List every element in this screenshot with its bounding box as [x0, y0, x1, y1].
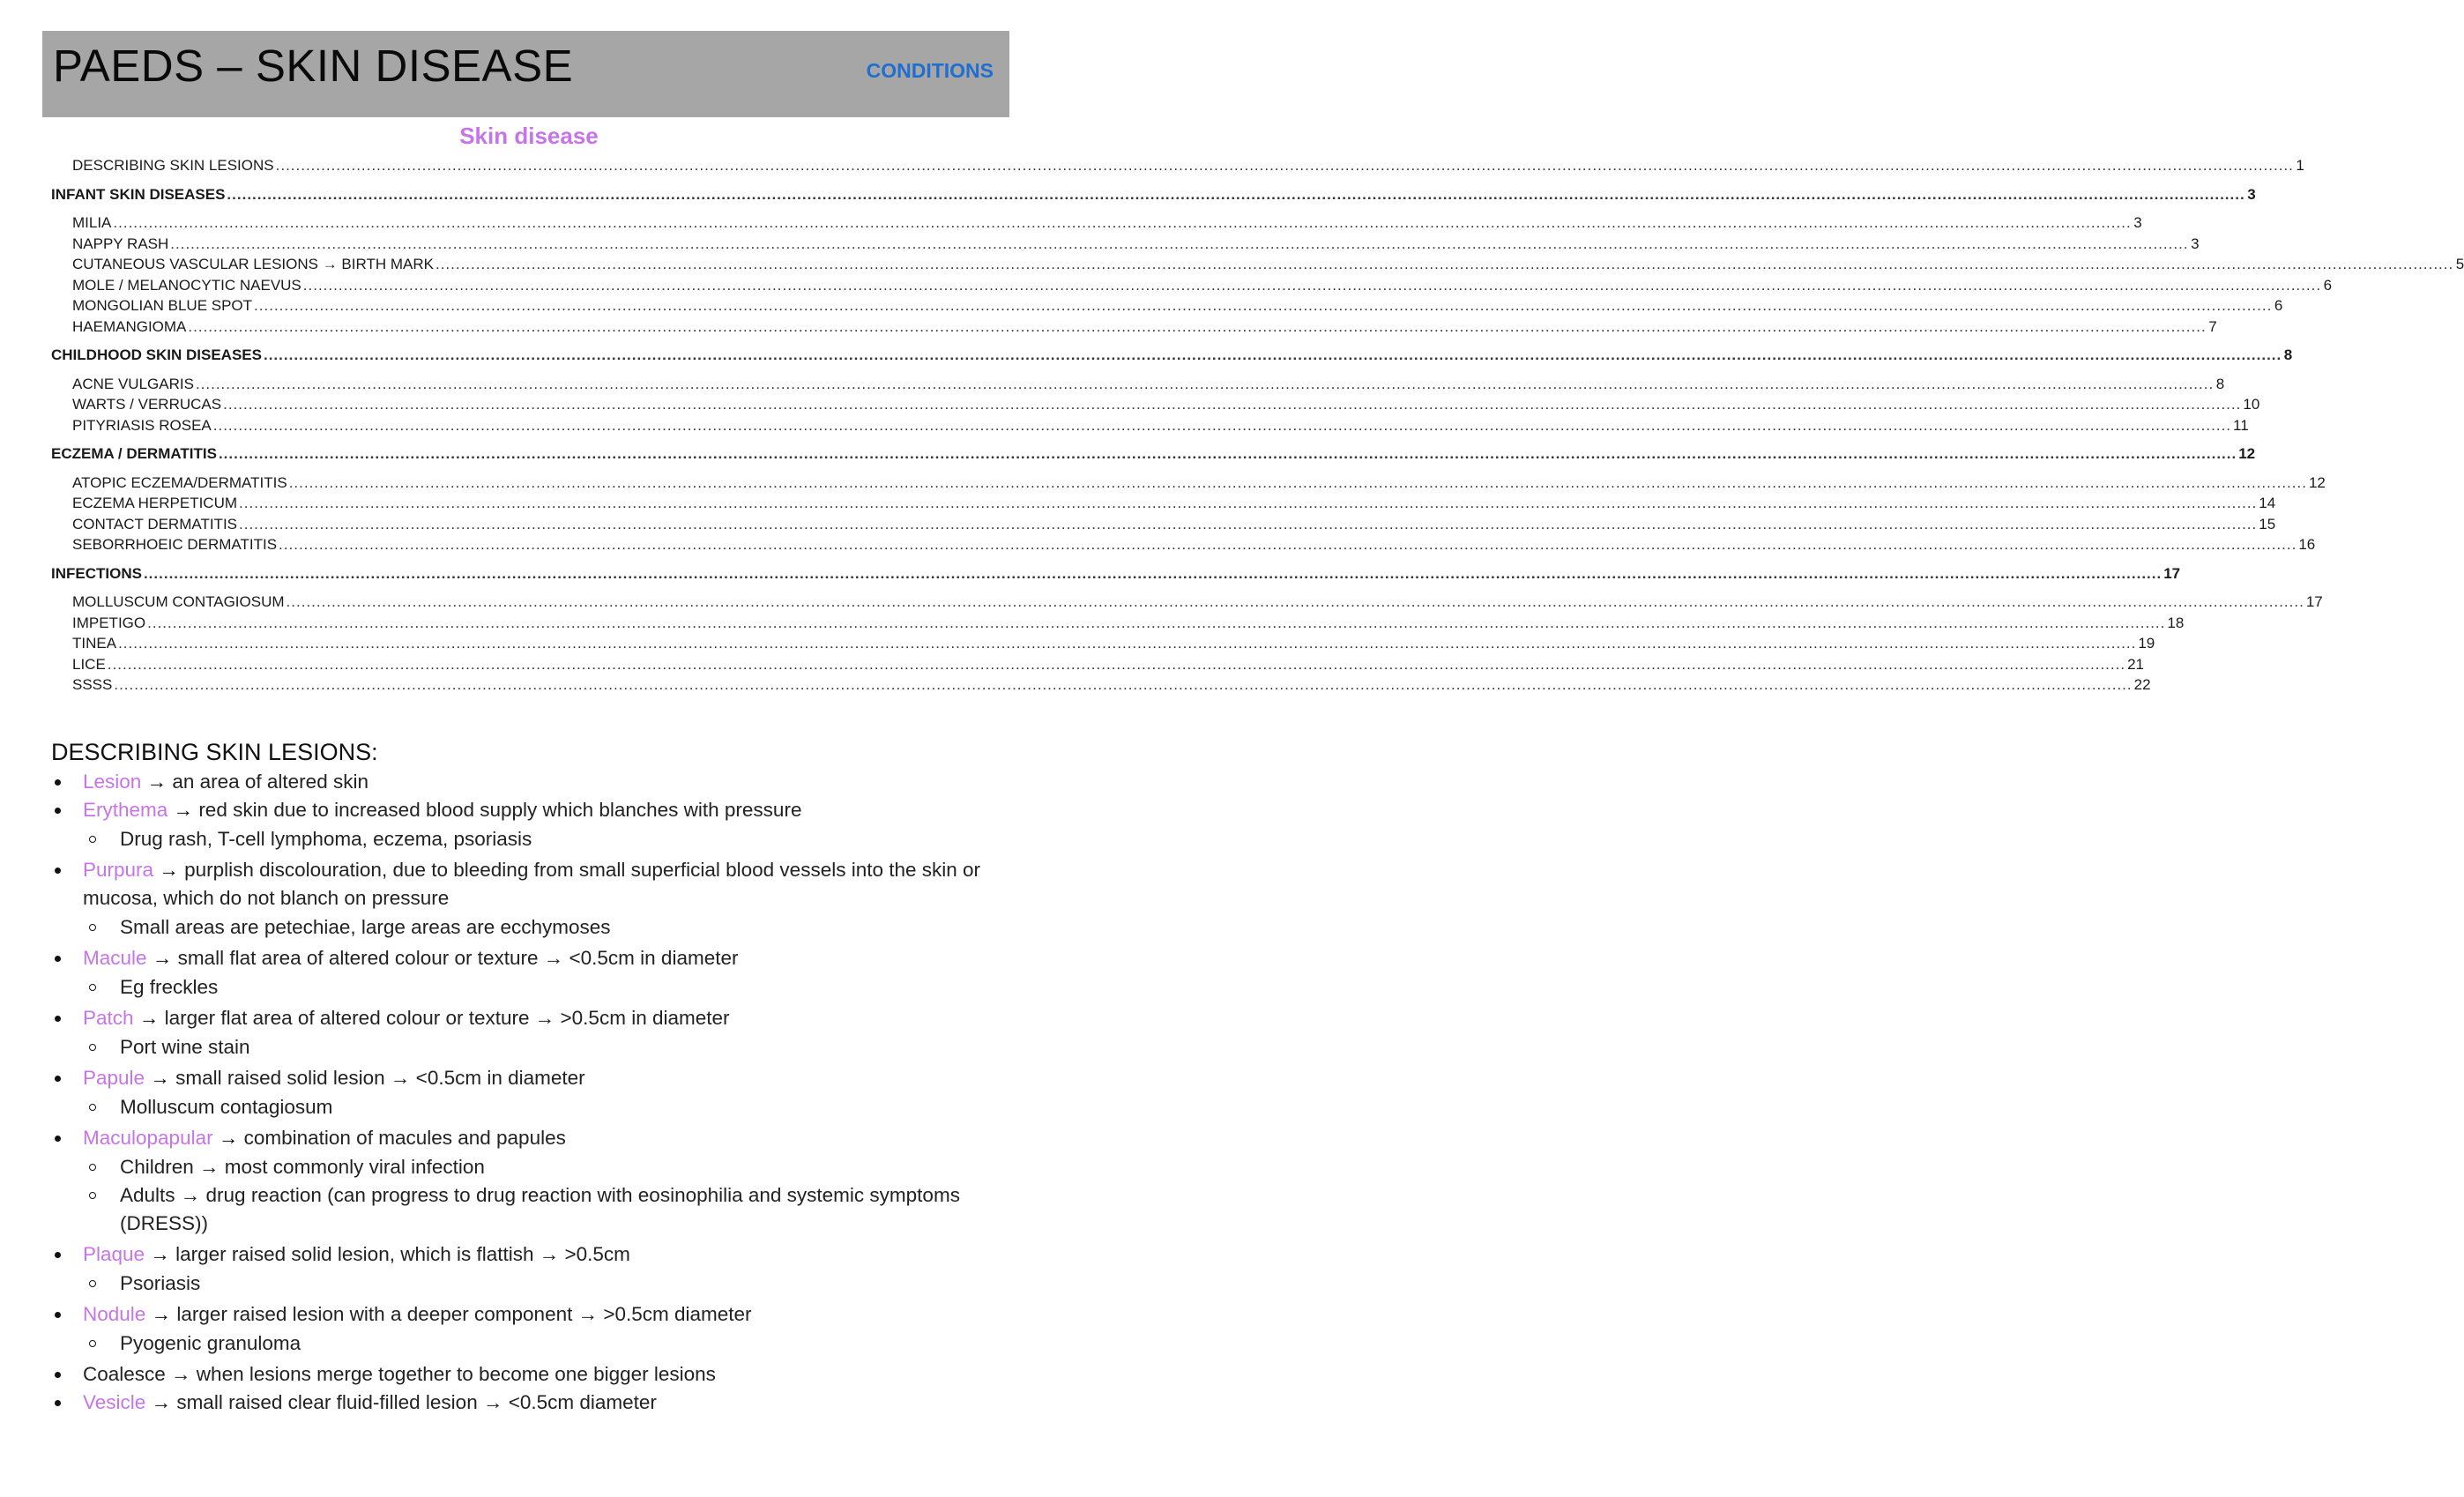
lesion-example-text: Port wine stain: [120, 1036, 250, 1058]
toc-leader-dots: ................................................................................................................................................................................................................................................................................................................................................................................................................: [286, 593, 2304, 610]
lesion-example: [83, 1329, 1016, 1358]
lesion-example-list: [83, 1093, 1016, 1121]
toc-entry[interactable]: [51, 493, 2276, 514]
lesion-item: [51, 1004, 1016, 1061]
table-of-contents: [51, 155, 2464, 696]
bullet-icon: [55, 1016, 61, 1022]
toc-entry-label: LICE: [72, 655, 106, 673]
lesion-term: Vesicle: [83, 1391, 146, 1413]
toc-entry-page: 17: [2305, 593, 2323, 610]
lesion-description: small raised clear fluid-filled lesion → <0.5cm diameter: [171, 1391, 657, 1413]
document-title: PAEDS – SKIN DISEASE: [53, 41, 574, 91]
toc-entry[interactable]: [51, 275, 2333, 296]
toc-entry-label: MILIA: [72, 214, 112, 231]
lesion-example-text: Molluscum contagiosum: [120, 1096, 333, 1118]
toc-entry-page: 3: [2247, 185, 2256, 203]
bullet-icon: [55, 1252, 61, 1258]
lesion-term: Maculopapular: [83, 1127, 213, 1149]
toc-leader-dots: ................................................................................................................................................................................................................................................................................................................................................................................................................: [212, 416, 2232, 434]
lesion-description: small raised solid lesion → <0.5cm in diameter: [169, 1067, 585, 1089]
lesion-list: [51, 768, 1016, 1417]
lesion-example-list: [83, 973, 1016, 1002]
bullet-icon: [55, 779, 61, 786]
arrow-icon: →: [150, 1243, 170, 1265]
toc-entry-label: INFANT SKIN DISEASES: [51, 185, 226, 203]
toc-entry-page: 6: [2323, 276, 2333, 294]
section-title: DESCRIBING SKIN LESIONS:: [51, 739, 378, 765]
lesion-example-list: [83, 913, 1016, 942]
toc-entry-page: 8: [2283, 346, 2293, 363]
lesion-term: Macule: [83, 947, 147, 969]
toc-entry[interactable]: [51, 254, 2464, 275]
toc-leader-dots: ................................................................................................................................................................................................................................................................................................................................................................................................................: [218, 445, 2237, 462]
lesion-example-list: [83, 1329, 1016, 1358]
lesion-description: combination of macules and papules: [238, 1127, 566, 1149]
arrow-icon: →: [159, 859, 179, 881]
lesion-example-text: Adults → drug reaction (can progress to drug reaction with eosinophilia and systemic symptoms (DRESS)): [120, 1184, 960, 1234]
lesion-example-list: [83, 1033, 1016, 1061]
toc-leader-dots: ................................................................................................................................................................................................................................................................................................................................................................................................................: [435, 256, 2454, 272]
toc-entry-page: 17: [2163, 564, 2181, 582]
toc-leader-dots: ................................................................................................................................................................................................................................................................................................................................................................................................................: [223, 396, 2242, 413]
toc-entry[interactable]: [51, 613, 2185, 634]
bullet-icon: [55, 1400, 61, 1406]
toc-entry-page: 12: [2238, 445, 2256, 462]
arrow-icon: →: [151, 1303, 172, 1325]
toc-entry[interactable]: [51, 654, 2144, 675]
lesion-example-list: [83, 825, 1016, 853]
toc-entry-page: 3: [2191, 235, 2200, 252]
toc-leader-dots: ................................................................................................................................................................................................................................................................................................................................................................................................................: [227, 185, 2245, 203]
lesion-example: [83, 913, 1016, 942]
toc-entry-page: 22: [2133, 676, 2151, 693]
toc-entry-page: 11: [2233, 416, 2249, 434]
arrow-icon: →: [146, 771, 167, 793]
lesion-description: larger raised solid lesion, which is flattish → >0.5cm: [169, 1243, 630, 1265]
lesion-example: [83, 1033, 1016, 1061]
toc-entry-page: 19: [2138, 635, 2155, 652]
toc-entry-label: IMPETIGO: [72, 614, 146, 631]
lesion-term: Plaque: [83, 1243, 145, 1265]
toc-entry-label: MOLLUSCUM CONTAGIOSUM: [72, 593, 285, 610]
toc-entry-page: 16: [2298, 536, 2316, 553]
toc-entry-page: 12: [2308, 473, 2326, 491]
toc-entry-label: SSSS: [72, 676, 113, 693]
toc-entry[interactable]: [51, 374, 2225, 395]
lesion-example-text: Psoriasis: [120, 1272, 201, 1294]
toc-entry[interactable]: [51, 563, 2181, 585]
lesion-example-text: Small areas are petechiae, large areas are ecchymoses: [120, 916, 611, 938]
lesion-example-text: Eg freckles: [120, 976, 219, 998]
lesion-example: [83, 973, 1016, 1002]
circle-bullet-icon: [89, 1104, 96, 1111]
lesion-example: [83, 1093, 1016, 1121]
lesion-example: [83, 1270, 1016, 1298]
toc-leader-dots: ................................................................................................................................................................................................................................................................................................................................................................................................................: [188, 317, 2207, 335]
lesion-description: larger raised lesion with a deeper component → >0.5cm diameter: [171, 1303, 752, 1325]
toc-entry[interactable]: [51, 674, 2151, 696]
circle-bullet-icon: [89, 836, 96, 843]
lesion-example: [83, 1181, 1016, 1238]
toc-entry-page: 14: [2259, 495, 2276, 511]
lesion-item: [51, 1240, 1016, 1298]
circle-bullet-icon: [89, 1192, 96, 1199]
lesion-example-text: Pyogenic granuloma: [120, 1332, 301, 1354]
lesion-example-text: Children → most commonly viral infection: [120, 1156, 485, 1178]
toc-leader-dots: ................................................................................................................................................................................................................................................................................................................................................................................................................: [239, 515, 2258, 533]
arrow-icon: →: [150, 1067, 170, 1089]
toc-leader-dots: ................................................................................................................................................................................................................................................................................................................................................................................................................: [107, 655, 2126, 673]
circle-bullet-icon: [89, 1044, 96, 1051]
toc-entry-label: CHILDHOOD SKIN DISEASES: [51, 346, 262, 363]
bullet-icon: [55, 1372, 61, 1378]
header-bar: [42, 31, 1009, 117]
lesion-term: Patch: [83, 1007, 134, 1029]
toc-entry[interactable]: [51, 534, 2316, 555]
toc-entry[interactable]: [51, 317, 2217, 338]
toc-entry-label: MONGOLIAN BLUE SPOT: [72, 297, 253, 314]
lesion-item: [51, 796, 1016, 853]
lesion-example: [83, 1153, 1016, 1181]
toc-entry[interactable]: [51, 514, 2276, 535]
arrow-icon: →: [173, 799, 194, 821]
toc-leader-dots: ................................................................................................................................................................................................................................................................................................................................................................................................................: [275, 157, 2294, 174]
lesion-description: small flat area of altered colour or texture → <0.5cm in diameter: [172, 947, 739, 969]
toc-entry-label: ECZEMA / DERMATITIS: [51, 445, 217, 462]
toc-heading: Skin disease: [459, 123, 599, 149]
lesion-description: red skin due to increased blood supply which blanches with pressure: [193, 799, 802, 821]
toc-entry-label: INFECTIONS: [51, 564, 142, 582]
circle-bullet-icon: [89, 984, 96, 991]
lesion-description: purplish discolouration, due to bleeding from small superficial blood vessels into the skin or mucosa, which do not blanch on pressure: [83, 859, 981, 909]
toc-entry[interactable]: [51, 155, 2304, 176]
toc-leader-dots: ................................................................................................................................................................................................................................................................................................................................................................................................................: [113, 214, 2132, 231]
bullet-icon: [55, 868, 61, 874]
lesion-description: larger flat area of altered colour or texture → >0.5cm in diameter: [159, 1007, 730, 1029]
circle-bullet-icon: [89, 1340, 96, 1347]
toc-leader-dots: ................................................................................................................................................................................................................................................................................................................................................................................................................: [239, 495, 2258, 511]
toc-leader-dots: ................................................................................................................................................................................................................................................................................................................................................................................................................: [114, 676, 2133, 693]
toc-leader-dots: ................................................................................................................................................................................................................................................................................................................................................................................................................: [288, 473, 2307, 491]
category-tag: CONDITIONS: [866, 59, 994, 82]
toc-entry[interactable]: [51, 473, 2326, 494]
lesion-term: Nodule: [83, 1303, 146, 1325]
toc-entry-page: 15: [2259, 515, 2276, 533]
lesion-item: [51, 944, 1016, 1002]
toc-entry-label: PITYRIASIS ROSEA: [72, 416, 212, 434]
toc-entry-page: 3: [2133, 214, 2142, 231]
toc-entry[interactable]: [51, 415, 2249, 436]
toc-entry[interactable]: [51, 345, 2293, 366]
toc-leader-dots: ................................................................................................................................................................................................................................................................................................................................................................................................................: [195, 375, 2215, 392]
lesion-example-text: Drug rash, T-cell lymphoma, eczema, psoriasis: [120, 828, 532, 850]
lesion-term: Purpura: [83, 859, 154, 881]
lesion-example: [83, 825, 1016, 853]
toc-leader-dots: ................................................................................................................................................................................................................................................................................................................................................................................................................: [254, 297, 2273, 314]
lesion-term: Papule: [83, 1067, 145, 1089]
toc-entry[interactable]: [51, 212, 2142, 234]
bullet-icon: [55, 808, 61, 814]
lesion-item: [51, 1389, 1016, 1417]
arrow-icon: →: [138, 1007, 160, 1029]
lesion-term: Erythema: [83, 799, 168, 821]
lesion-item: [51, 1124, 1016, 1238]
toc-entry-label: NAPPY RASH: [72, 235, 169, 252]
toc-entry-label: SEBORRHOEIC DERMATITIS: [72, 536, 278, 553]
toc-entry[interactable]: [51, 234, 2200, 255]
toc-entry-page: 18: [2167, 614, 2185, 631]
lesion-item: [51, 856, 1016, 942]
toc-leader-dots: ................................................................................................................................................................................................................................................................................................................................................................................................................: [147, 614, 2166, 631]
toc-entry-label: WARTS / VERRUCAS: [72, 396, 222, 413]
arrow-icon: →: [218, 1127, 239, 1149]
circle-bullet-icon: [89, 1280, 96, 1287]
toc-entry-label: HAEMANGIOMA: [72, 317, 187, 335]
toc-entry-label: MOLE / MELANOCYTIC NAEVUS: [72, 276, 301, 294]
lesion-item: [51, 1300, 1016, 1358]
toc-leader-dots: ................................................................................................................................................................................................................................................................................................................................................................................................................: [279, 536, 2297, 553]
toc-entry[interactable]: [51, 295, 2283, 317]
toc-leader-dots: ................................................................................................................................................................................................................................................................................................................................................................................................................: [170, 235, 2189, 252]
arrow-icon: →: [151, 1391, 172, 1413]
lesion-description: Coalesce → when lesions merge together to become one bigger lesions: [83, 1363, 716, 1385]
toc-entry-page: 21: [2127, 655, 2144, 673]
bullet-icon: [55, 1312, 61, 1318]
bullet-icon: [55, 1136, 61, 1142]
bullet-icon: [55, 956, 61, 962]
toc-entry-label: ACNE VULGARIS: [72, 375, 194, 392]
toc-entry-label: ECZEMA HERPETICUM: [72, 495, 238, 511]
describing-lesions-section: [51, 737, 1016, 1417]
lesion-item: [51, 1064, 1016, 1121]
circle-bullet-icon: [89, 924, 96, 931]
lesion-item: [51, 1360, 1016, 1389]
toc-leader-dots: ................................................................................................................................................................................................................................................................................................................................................................................................................: [263, 346, 2282, 363]
toc-entry-page: 5: [2455, 256, 2464, 272]
toc-entry-label: TINEA: [72, 635, 117, 652]
lesion-term: Lesion: [83, 771, 142, 793]
lesion-item: [51, 768, 1016, 796]
toc-entry-page: 6: [2274, 297, 2283, 314]
toc-entry-label: ATOPIC ECZEMA/DERMATITIS: [72, 473, 287, 491]
toc-entry-label: CUTANEOUS VASCULAR LESIONS → BIRTH MARK: [72, 256, 434, 272]
circle-bullet-icon: [89, 1164, 96, 1171]
toc-entry-page: 8: [2215, 375, 2225, 392]
toc-leader-dots: ................................................................................................................................................................................................................................................................................................................................................................................................................: [118, 635, 2137, 652]
toc-entry-label: DESCRIBING SKIN LESIONS: [72, 157, 274, 174]
toc-leader-dots: ................................................................................................................................................................................................................................................................................................................................................................................................................: [143, 564, 2163, 582]
toc-entry[interactable]: [51, 394, 2260, 415]
lesion-description: an area of altered skin: [167, 771, 368, 793]
toc-entry[interactable]: [51, 592, 2323, 613]
bullet-icon: [55, 1076, 61, 1082]
toc-entry-page: 1: [2296, 157, 2304, 174]
toc-entry-page: 7: [2208, 317, 2217, 335]
toc-entry[interactable]: [51, 633, 2155, 654]
toc-entry-label: CONTACT DERMATITIS: [72, 515, 237, 533]
toc-leader-dots: ................................................................................................................................................................................................................................................................................................................................................................................................................: [302, 276, 2322, 294]
toc-entry-page: 10: [2243, 396, 2260, 413]
toc-entry[interactable]: [51, 443, 2256, 465]
toc-entry[interactable]: [51, 184, 2256, 205]
arrow-icon: →: [152, 947, 173, 969]
lesion-example-list: [83, 1270, 1016, 1298]
lesion-example-list: [83, 1153, 1016, 1238]
